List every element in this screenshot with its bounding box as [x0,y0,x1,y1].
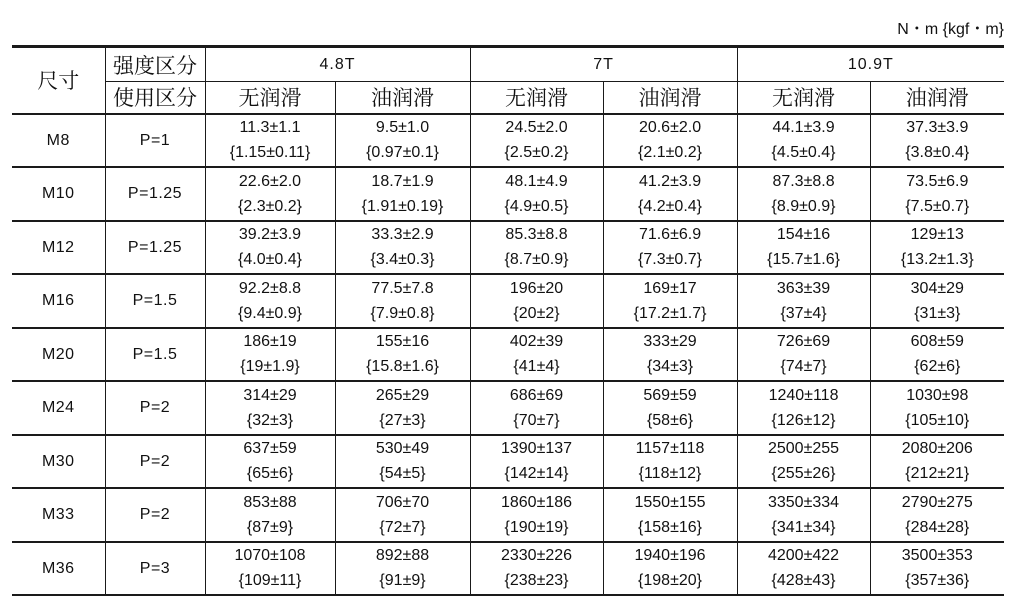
torque-cell [870,167,1004,221]
pitch-cell: P=2 [105,488,205,542]
torque-nm-value: 92.2±8.8 [238,279,302,297]
torque-cell [603,114,737,168]
torque-kgfm-value: {3.8±0.4} [905,144,970,162]
torque-cell [335,274,470,328]
torque-cell [737,114,870,168]
pitch-cell: P=1.25 [105,167,205,221]
torque-nm-value: 73.5±6.9 [906,172,969,190]
torque-kgfm-value: {2.5±0.2} [504,144,569,162]
torque-kgfm-value: {2.3±0.2} [238,197,302,215]
torque-cell [470,167,603,221]
torque-cell [205,488,335,542]
table-row [12,221,1004,275]
torque-kgfm-value: {72±7} [379,518,426,536]
unit-label: N・m {kgf・m} [897,21,1004,38]
torque-cell [737,221,870,275]
torque-cell [205,381,335,435]
torque-cell [603,381,737,435]
torque-nm-value: 33.3±2.9 [371,226,434,244]
torque-nm-value: 314±29 [243,386,297,404]
table-row [12,114,1004,168]
torque-nm-value: 1030±98 [906,386,969,404]
torque-kgfm-value: {158±16} [638,518,702,536]
lubrication-header: 油润滑 [870,82,1004,114]
torque-cell [603,328,737,382]
torque-nm-value: 726±69 [776,333,831,351]
torque-nm-value: 2790±275 [901,493,973,511]
torque-cell [470,542,603,596]
torque-kgfm-value: {58±6} [646,411,694,429]
torque-cell [737,488,870,542]
torque-kgfm-value: {198±20} [638,572,702,590]
torque-cell [603,488,737,542]
torque-nm-value: 608±59 [910,333,964,351]
torque-cell [335,221,470,275]
torque-cell [603,274,737,328]
torque-cell [470,488,603,542]
torque-nm-value: 186±19 [243,333,297,351]
torque-cell [737,328,870,382]
torque-cell [335,328,470,382]
lubrication-header: 油润滑 [603,82,737,114]
torque-nm-value: 48.1±4.9 [505,172,568,190]
torque-kgfm-value: {27±3} [379,411,426,429]
torque-cell [205,435,335,489]
size-cell: M10 [12,167,105,221]
torque-cell [205,274,335,328]
size-cell: M30 [12,435,105,489]
torque-cell [470,114,603,168]
torque-nm-value: 2330±226 [500,547,573,565]
torque-nm-value: 154±16 [776,226,831,244]
torque-nm-value: 77.5±7.8 [371,279,434,297]
torque-kgfm-value: {65±6} [246,465,294,483]
torque-nm-value: 24.5±2.0 [505,119,568,137]
torque-cell [870,274,1004,328]
lubrication-header: 无润滑 [470,82,603,114]
pitch-cell: P=3 [105,542,205,596]
torque-kgfm-value: {1.15±0.11} [229,144,311,162]
torque-nm-value: 402±39 [509,333,564,351]
size-cell: M16 [12,274,105,328]
size-cell: M36 [12,542,105,596]
torque-kgfm-value: {238±23} [504,572,569,590]
torque-kgfm-value: {15.8±1.6} [366,358,439,376]
torque-cell [870,435,1004,489]
pitch-cell: P=1.5 [105,328,205,382]
table-row [12,328,1004,382]
torque-nm-value: 1390±137 [500,440,573,458]
torque-kgfm-value: {341±34} [771,518,836,536]
torque-cell [335,114,470,168]
torque-nm-value: 20.6±2.0 [638,119,702,137]
torque-nm-value: 18.7±1.9 [371,172,434,190]
torque-kgfm-value: {2.1±0.2} [638,144,702,162]
torque-kgfm-value: {37±4} [780,304,827,322]
torque-kgfm-value: {13.2±1.3} [900,251,974,269]
torque-kgfm-value: {17.2±1.7} [633,304,707,322]
size-cell: M8 [12,114,105,168]
torque-nm-value: 1157±118 [635,440,705,458]
torque-nm-value: 3350±334 [767,493,840,511]
torque-kgfm-value: {54±5} [379,465,426,483]
torque-cell [737,381,870,435]
size-header: 尺寸 [12,47,105,114]
table-row [12,488,1004,542]
torque-kgfm-value: {20±2} [513,304,560,322]
torque-cell [470,435,603,489]
torque-nm-value: 85.3±8.8 [505,226,568,244]
torque-kgfm-value: {87±9} [246,518,294,536]
torque-cell [737,542,870,596]
torque-kgfm-value: {70±7} [513,411,560,429]
torque-nm-value: 44.1±3.9 [772,119,835,137]
torque-nm-value: 9.5±1.0 [375,119,430,137]
torque-nm-value: 169±17 [643,279,697,297]
torque-kgfm-value: {62±6} [914,358,961,376]
torque-cell [335,488,470,542]
pitch-cell: P=1 [105,114,205,168]
torque-nm-value: 37.3±3.9 [906,119,969,137]
grade-header-10-9t: 10.9T [737,47,1004,82]
usage-class-header: 使用区分 [105,82,205,114]
lubrication-header: 无润滑 [205,82,335,114]
torque-kgfm-value: {357±36} [905,572,970,590]
torque-nm-value: 87.3±8.8 [772,172,835,190]
torque-kgfm-value: {34±3} [646,358,694,376]
pitch-cell: P=2 [105,381,205,435]
torque-cell [205,328,335,382]
torque-kgfm-value: {91±9} [379,572,426,590]
torque-nm-value: 22.6±2.0 [238,172,302,190]
table-row [12,542,1004,596]
table-row [12,381,1004,435]
torque-cell [603,435,737,489]
torque-nm-value: 129±13 [910,226,964,244]
torque-nm-value: 39.2±3.9 [238,226,302,244]
torque-cell [603,542,737,596]
torque-table [12,45,1004,596]
pitch-cell: P=1.25 [105,221,205,275]
torque-nm-value: 530±49 [375,440,430,458]
torque-kgfm-value: {4.9±0.5} [504,197,569,215]
torque-cell [470,221,603,275]
torque-kgfm-value: {118±12} [638,465,702,483]
torque-kgfm-value: {105±10} [905,411,970,429]
torque-nm-value: 853±88 [243,493,297,511]
torque-cell [335,435,470,489]
torque-cell [737,435,870,489]
torque-kgfm-value: {7.9±0.8} [370,304,435,322]
strength-class-header: 强度区分 [105,47,205,82]
torque-cell [335,381,470,435]
torque-nm-value: 1070±108 [234,547,306,565]
torque-cell [870,114,1004,168]
torque-nm-value: 1550±155 [634,493,706,511]
lubrication-header: 油润滑 [335,82,470,114]
torque-kgfm-value: {9.4±0.9} [238,304,302,322]
torque-kgfm-value: {8.9±0.9} [771,197,836,215]
torque-cell [205,221,335,275]
torque-cell [870,221,1004,275]
header-row-grades [12,47,1004,82]
torque-cell [870,542,1004,596]
torque-cell [470,381,603,435]
torque-kgfm-value: {255±26} [771,465,836,483]
torque-kgfm-value: {7.3±0.7} [638,251,702,269]
torque-nm-value: 265±29 [375,386,430,404]
torque-kgfm-value: {15.7±1.6} [767,251,840,269]
torque-nm-value: 1860±186 [500,493,573,511]
torque-cell [205,167,335,221]
grade-header-4-8t: 4.8T [205,47,470,82]
torque-cell [870,328,1004,382]
torque-cell [205,542,335,596]
torque-nm-value: 71.6±6.9 [638,226,702,244]
torque-kgfm-value: {142±14} [504,465,569,483]
torque-kgfm-value: {190±19} [504,518,569,536]
torque-cell [603,221,737,275]
torque-nm-value: 155±16 [375,333,430,351]
torque-kgfm-value: {284±28} [905,518,970,536]
torque-kgfm-value: {19±1.9} [240,358,300,376]
torque-kgfm-value: {7.5±0.7} [905,197,970,215]
torque-kgfm-value: {428±43} [771,572,836,590]
size-cell: M33 [12,488,105,542]
grade-header-7t: 7T [470,47,737,82]
torque-cell [870,488,1004,542]
torque-nm-value: 892±88 [375,547,430,565]
torque-nm-value: 196±20 [509,279,564,297]
torque-nm-value: 569±59 [643,386,697,404]
torque-nm-value: 2080±206 [901,440,973,458]
torque-nm-value: 41.2±3.9 [638,172,702,190]
torque-kgfm-value: {31±3} [914,304,961,322]
torque-cell [335,167,470,221]
torque-kgfm-value: {3.4±0.3} [370,251,435,269]
torque-kgfm-value: {4.2±0.4} [638,197,702,215]
pitch-cell: P=2 [105,435,205,489]
torque-nm-value: 3500±353 [901,547,973,565]
torque-kgfm-value: {41±4} [513,358,560,376]
size-cell: M24 [12,381,105,435]
torque-nm-value: 4200±422 [767,547,840,565]
torque-kgfm-value: {126±12} [771,411,836,429]
table-row [12,435,1004,489]
torque-nm-value: 11.3±1.1 [239,119,301,137]
torque-nm-value: 304±29 [910,279,964,297]
torque-cell [603,167,737,221]
torque-kgfm-value: {8.7±0.9} [504,251,569,269]
torque-kgfm-value: {4.5±0.4} [771,144,836,162]
pitch-cell: P=1.5 [105,274,205,328]
torque-cell [737,274,870,328]
torque-cell [470,328,603,382]
torque-nm-value: 706±70 [375,493,430,511]
table-row [12,167,1004,221]
header-row-lubrication [12,82,1004,114]
torque-kgfm-value: {109±11} [238,572,302,590]
torque-cell [737,167,870,221]
torque-nm-value: 1940±196 [634,547,706,565]
torque-nm-value: 686±69 [509,386,564,404]
torque-kgfm-value: {212±21} [905,465,970,483]
torque-kgfm-value: {0.97±0.1} [366,144,439,162]
torque-nm-value: 1240±118 [768,386,839,404]
torque-cell [470,274,603,328]
torque-kgfm-value: {1.91±0.19} [361,197,444,215]
torque-kgfm-value: {4.0±0.4} [238,251,302,269]
torque-kgfm-value: {74±7} [780,358,827,376]
torque-nm-value: 333±29 [643,333,697,351]
table-row [12,274,1004,328]
torque-nm-value: 637±59 [243,440,297,458]
torque-cell [870,381,1004,435]
torque-cell [205,114,335,168]
size-cell: M12 [12,221,105,275]
torque-nm-value: 363±39 [776,279,831,297]
size-cell: M20 [12,328,105,382]
torque-kgfm-value: {32±3} [246,411,294,429]
lubrication-header: 无润滑 [737,82,870,114]
torque-cell [335,542,470,596]
torque-nm-value: 2500±255 [767,440,840,458]
